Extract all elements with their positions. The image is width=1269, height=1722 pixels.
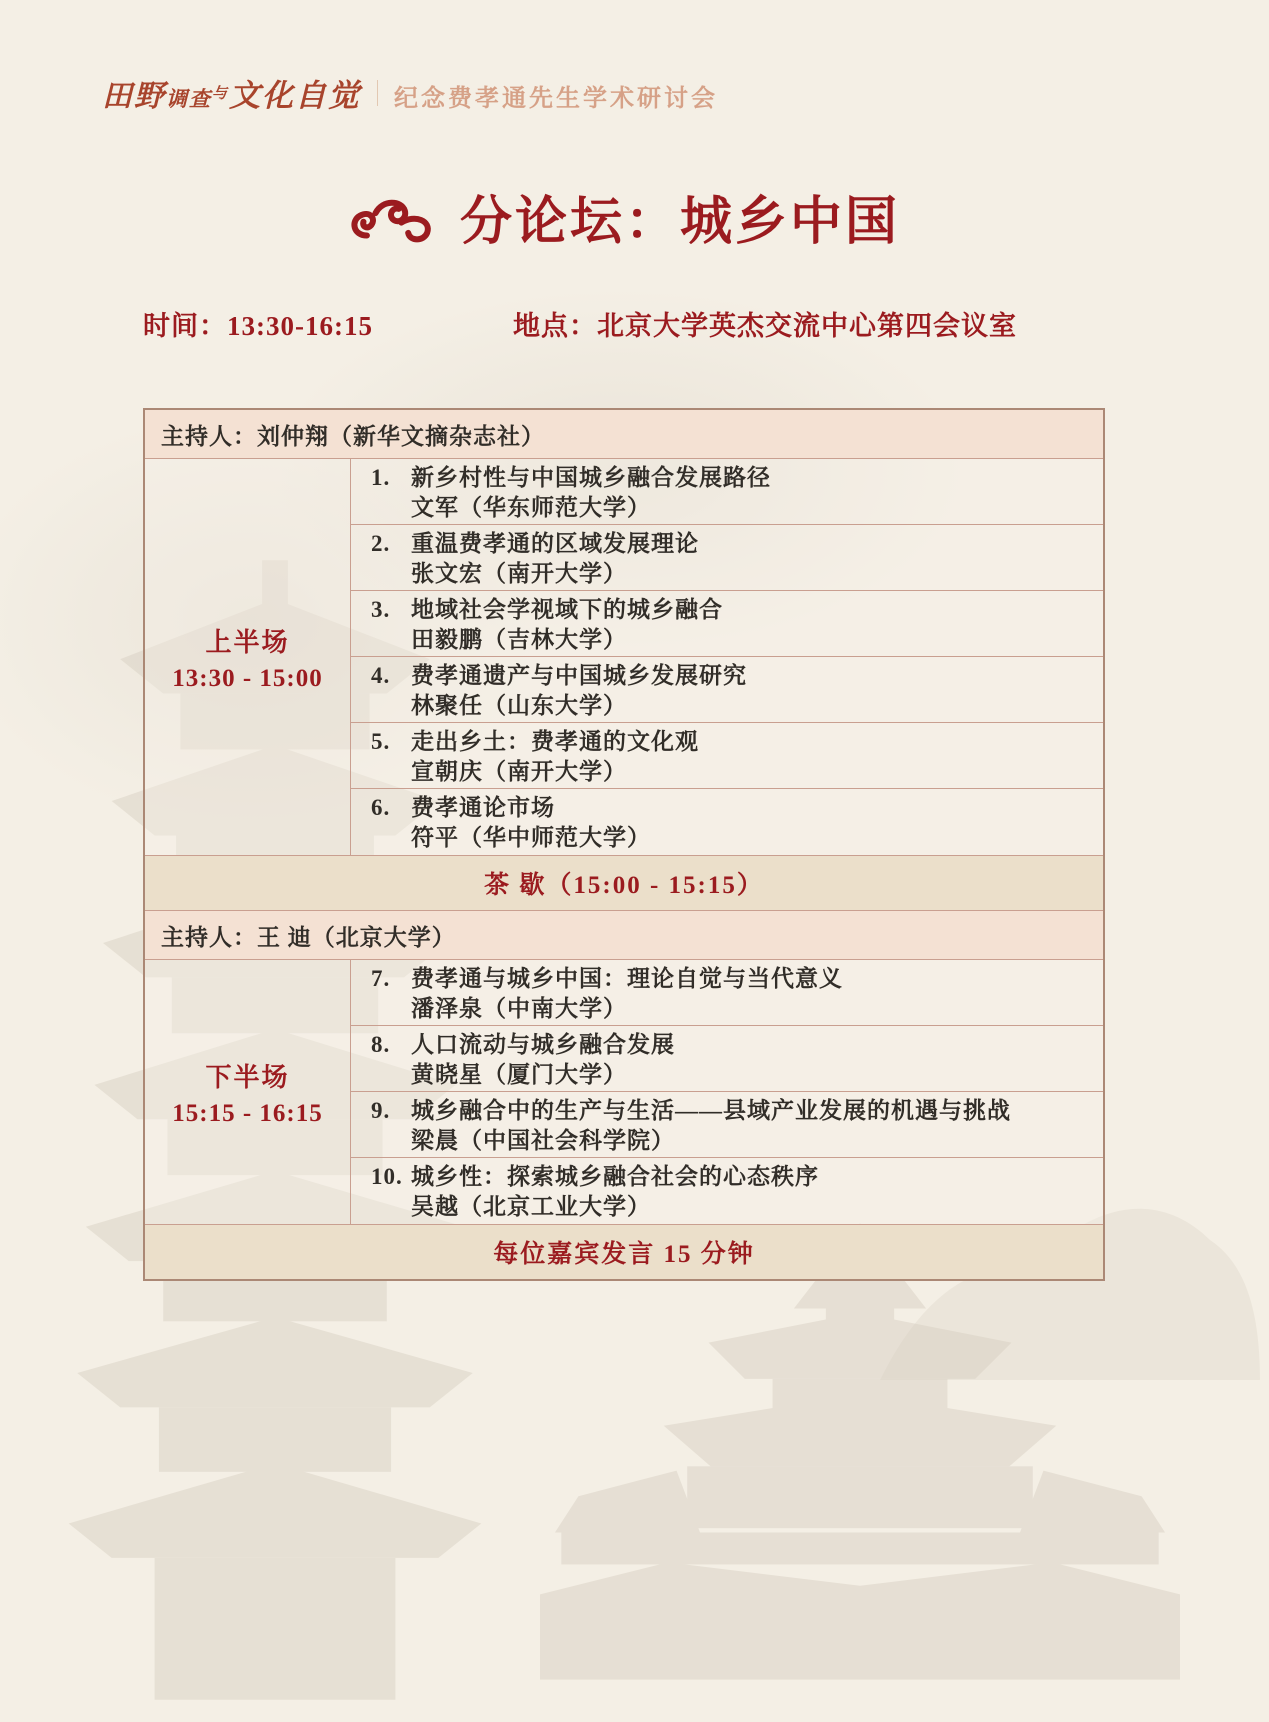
talk-title: 走出乡土：费孝通的文化观 xyxy=(411,729,699,754)
talk-title: 城乡性：探索城乡融合社会的心态秩序 xyxy=(411,1164,819,1189)
talk-title: 地域社会学视域下的城乡融合 xyxy=(411,597,723,622)
talk-number: 8. xyxy=(371,1032,391,1057)
talk-row xyxy=(351,525,1103,591)
talk-row xyxy=(351,723,1103,789)
talk-number: 4. xyxy=(371,663,391,688)
header-brand xyxy=(102,70,718,115)
talk-number: 6. xyxy=(371,795,391,820)
tea-break-row xyxy=(145,856,1103,911)
talk-speaker: 宣朝庆（南开大学） xyxy=(411,759,627,784)
talk-title: 城乡融合中的生产与生活——县域产业发展的机遇与挑战 xyxy=(411,1098,1011,1123)
brand-calligraphy xyxy=(102,70,361,115)
time-label: 时间：13:30-16:15 xyxy=(143,311,373,341)
talk-number: 10. xyxy=(371,1164,403,1189)
brand-part1: 田野 xyxy=(102,80,166,113)
talk-speaker: 张文宏（南开大学） xyxy=(411,561,627,586)
brand-part3: 与 xyxy=(212,86,230,102)
talk-row xyxy=(351,459,1103,525)
moderator-2-label: 主持人：王 迪（北京大学） xyxy=(161,924,456,950)
talk-number: 3. xyxy=(371,597,391,622)
talk-speaker: 梁晨（中国社会科学院） xyxy=(411,1128,675,1153)
title-block xyxy=(143,192,1105,253)
page-title: 分论坛：城乡中国 xyxy=(459,193,900,251)
cloud-ornament-icon xyxy=(348,192,434,253)
brand-part2: 调查 xyxy=(166,87,212,111)
talk-row xyxy=(351,1026,1103,1092)
session-2-block xyxy=(145,960,1103,1225)
footer-note-label: 每位嘉宾发言 15 分钟 xyxy=(493,1241,755,1268)
program-table xyxy=(143,408,1105,1281)
talk-speaker: 潘泽泉（中南大学） xyxy=(411,996,627,1021)
brand-part4: 文化自觉 xyxy=(229,78,362,113)
moderator-1-label: 主持人：刘仲翔（新华文摘杂志社） xyxy=(161,423,545,449)
talk-title: 人口流动与城乡融合发展 xyxy=(411,1032,675,1057)
talk-title: 重温费孝通的区域发展理论 xyxy=(411,531,699,556)
talk-speaker: 林聚任（山东大学） xyxy=(411,693,627,718)
talk-row xyxy=(351,789,1103,855)
tea-break-label: 茶 歇（15:00 - 15:15） xyxy=(484,872,764,899)
talk-number: 7. xyxy=(371,966,391,991)
footer-note-row xyxy=(145,1225,1103,1279)
talk-row xyxy=(351,591,1103,657)
talk-speaker: 黄晓星（厦门大学） xyxy=(411,1062,627,1087)
session-2-cell xyxy=(145,960,351,1224)
talk-number: 5. xyxy=(371,729,391,754)
talk-row xyxy=(351,657,1103,723)
brand-subtitle: 纪念费孝通先生学术研讨会 xyxy=(394,86,719,112)
talk-title: 费孝通遗产与中国城乡发展研究 xyxy=(411,663,747,688)
moderator-row-2 xyxy=(145,911,1103,960)
talk-speaker: 文军（华东师范大学） xyxy=(411,495,651,520)
session-2-time: 15:15 - 16:15 xyxy=(172,1099,323,1127)
talk-row xyxy=(351,1092,1103,1158)
talk-title: 费孝通与城乡中国：理论自觉与当代意义 xyxy=(411,966,843,991)
session-2-talks xyxy=(351,960,1103,1224)
talk-speaker: 吴越（北京工业大学） xyxy=(411,1194,651,1219)
location-label: 地点：北京大学英杰交流中心第四会议室 xyxy=(512,311,1017,341)
talk-row xyxy=(351,960,1103,1026)
talk-row xyxy=(351,1158,1103,1224)
talk-speaker: 田毅鹏（吉林大学） xyxy=(411,627,627,652)
brand-divider xyxy=(377,80,378,106)
session-1-name: 上半场 xyxy=(205,627,290,657)
session-1-cell xyxy=(145,459,351,855)
talk-speaker: 符平（华中师范大学） xyxy=(411,825,651,850)
session-1-time: 13:30 - 15:00 xyxy=(172,664,323,692)
talk-number: 2. xyxy=(371,531,391,556)
session-1-talks xyxy=(351,459,1103,855)
info-line xyxy=(143,304,1105,343)
session-2-name: 下半场 xyxy=(205,1062,290,1092)
session-1-block xyxy=(145,459,1103,856)
moderator-row-1 xyxy=(145,410,1103,459)
talk-number: 1. xyxy=(371,465,391,490)
talk-number: 9. xyxy=(371,1098,391,1123)
talk-title: 费孝通论市场 xyxy=(411,795,555,820)
talk-title: 新乡村性与中国城乡融合发展路径 xyxy=(411,465,771,490)
